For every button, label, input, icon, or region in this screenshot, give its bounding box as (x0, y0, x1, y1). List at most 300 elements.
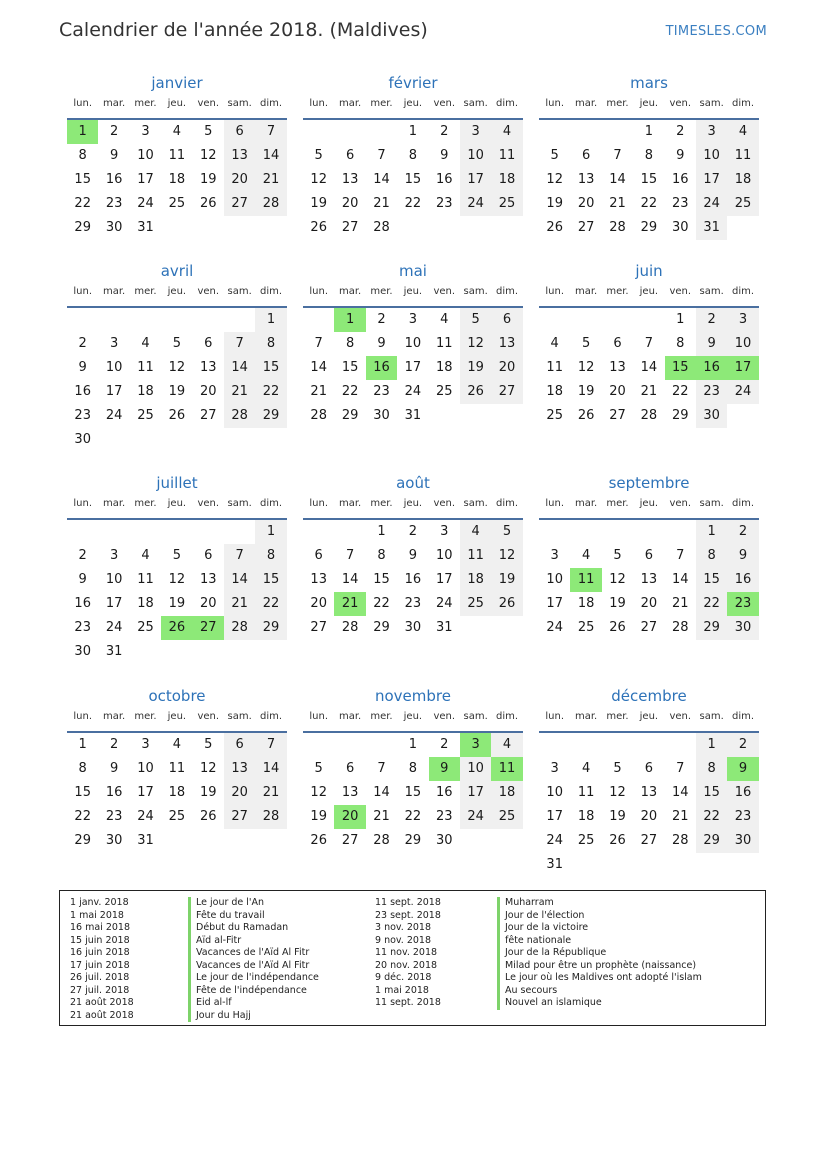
day-cell: 30 (727, 829, 758, 853)
empty-cell (334, 520, 365, 544)
legend-date: 26 juil. 2018 (70, 972, 130, 983)
day-cell: 24 (105, 408, 123, 423)
day-cell: 4 (550, 336, 559, 351)
empty-cell (491, 404, 522, 428)
empty-cell (491, 829, 522, 853)
day-cell: 20 (224, 168, 255, 192)
day-cell: 26 (199, 196, 217, 211)
day-cell: 21 (640, 384, 658, 399)
legend-date: 21 août 2018 (70, 997, 134, 1008)
day-cell: 13 (199, 572, 217, 587)
day-cell: 8 (345, 336, 355, 351)
day-cell: 2 (727, 520, 758, 544)
day-cell: 11 (435, 336, 453, 351)
weekday-label: mar. (574, 498, 598, 509)
weekday-label: ven. (197, 98, 220, 109)
weekday-label: sam. (227, 711, 252, 722)
weekday-label: ven. (669, 98, 692, 109)
empty-cell (161, 520, 192, 544)
legend-holiday-name: fête nationale (497, 935, 702, 948)
day-cell: 5 (613, 761, 622, 776)
legend-holiday-name: Le jour de l'indépendance (188, 972, 319, 985)
empty-cell (130, 520, 161, 544)
day-cell: 13 (640, 785, 658, 800)
day-cell: 8 (377, 548, 386, 563)
weekday-header (303, 494, 523, 520)
legend-date: 21 août 2018 (70, 1009, 134, 1021)
day-cell: 14 (255, 144, 286, 168)
legend-date: 17 juin 2018 (70, 959, 130, 971)
day-cell: 22 (373, 596, 390, 611)
week-row (539, 144, 759, 168)
day-cell: 30 (404, 620, 422, 635)
weekday-label: dim. (732, 711, 755, 722)
day-cell: 8 (78, 148, 87, 163)
day-cell: 21 (373, 196, 390, 211)
day-cell: 16 (74, 596, 91, 611)
weekday-label: lun. (309, 498, 329, 509)
empty-cell (130, 308, 161, 332)
day-cell: 7 (345, 548, 355, 563)
day-cell: 7 (377, 761, 386, 776)
weekday-label: jeu. (639, 286, 659, 297)
weekday-label: mer. (370, 498, 393, 509)
day-cell: 10 (696, 144, 727, 168)
empty-cell (696, 853, 727, 877)
day-cell: 3 (550, 548, 559, 563)
day-cell: 19 (577, 384, 595, 399)
weekday-label: dim. (496, 711, 519, 722)
day-cell: 9 (78, 572, 87, 587)
day-cell: 20 (310, 596, 327, 611)
week-row (303, 544, 523, 568)
day-cell: 9 (377, 336, 386, 351)
day-cell: 20 (609, 384, 626, 399)
legend-date: 11 sept. 2018 (375, 997, 441, 1008)
day-cell: 25 (577, 620, 595, 635)
day-cell: 15 (665, 356, 696, 380)
empty-cell (161, 308, 192, 332)
day-cell: 23 (373, 384, 390, 399)
day-cell: 3 (440, 524, 449, 539)
legend-right-names (497, 897, 702, 1010)
legend-holiday-name: Jour du Hajj (188, 1010, 319, 1023)
empty-cell (224, 308, 255, 332)
weekday-label: lun. (73, 98, 93, 109)
empty-cell (255, 829, 286, 853)
day-cell: 7 (676, 548, 685, 563)
empty-cell (193, 428, 224, 452)
day-cell: 2 (109, 124, 119, 139)
legend-holiday-name: Au secours (497, 985, 702, 998)
legend-holiday-name: Nouvel an islamique (497, 997, 702, 1010)
week-row (67, 332, 287, 356)
day-cell: 24 (460, 192, 491, 216)
day-cell: 12 (168, 572, 186, 587)
weekday-label: sam. (463, 98, 488, 109)
day-cell: 10 (727, 332, 758, 356)
weekday-label: jeu. (403, 98, 423, 109)
day-cell: 19 (168, 384, 186, 399)
week-row (539, 192, 759, 216)
legend-date: 1 janv. 2018 (70, 897, 129, 908)
day-cell: 18 (577, 809, 595, 824)
day-cell: 14 (224, 568, 255, 592)
week-row (539, 616, 759, 640)
week-row (67, 216, 287, 240)
weekday-header (67, 282, 287, 308)
weekday-label: dim. (732, 286, 755, 297)
empty-cell (255, 216, 286, 240)
day-cell: 18 (435, 360, 453, 375)
week-row (67, 168, 287, 192)
day-cell: 26 (310, 833, 327, 848)
day-cell: 6 (613, 336, 622, 351)
day-cell: 22 (255, 592, 286, 616)
day-cell: 1 (696, 520, 727, 544)
day-cell: 29 (74, 220, 91, 235)
day-cell: 10 (404, 336, 422, 351)
day-cell: 28 (341, 620, 359, 635)
day-cell: 14 (609, 172, 626, 187)
day-cell: 3 (727, 308, 758, 332)
empty-cell (491, 216, 522, 240)
empty-cell (460, 616, 491, 640)
day-cell: 6 (644, 761, 653, 776)
empty-cell (303, 120, 334, 144)
week-row (67, 829, 287, 853)
month-8 (539, 472, 759, 640)
day-cell: 17 (546, 809, 563, 824)
weekday-label: lun. (309, 98, 329, 109)
day-cell: 17 (137, 785, 154, 800)
week-row (303, 308, 523, 332)
day-cell: 1 (67, 120, 98, 144)
month-10 (303, 685, 523, 853)
day-cell: 27 (224, 805, 255, 829)
day-cell: 7 (676, 761, 685, 776)
day-cell: 27 (193, 616, 224, 640)
day-cell: 19 (310, 809, 327, 824)
weekday-label: dim. (260, 711, 283, 722)
week-row (303, 356, 523, 380)
day-cell: 10 (137, 761, 154, 776)
weekday-header (539, 94, 759, 120)
day-cell: 8 (255, 544, 286, 568)
month-name: mai (399, 262, 427, 280)
day-cell: 20 (199, 596, 217, 611)
day-cell: 28 (310, 408, 327, 423)
day-cell: 26 (609, 620, 626, 635)
day-cell: 6 (345, 148, 355, 163)
day-cell: 1 (255, 308, 286, 332)
day-cell: 16 (727, 781, 758, 805)
legend-holiday-name: Milad pour être un prophète (naissance) (497, 960, 702, 973)
legend-date: 23 sept. 2018 (375, 909, 441, 921)
day-cell: 3 (141, 124, 150, 139)
day-cell: 13 (224, 757, 255, 781)
day-cell: 26 (609, 833, 626, 848)
day-cell: 3 (550, 761, 559, 776)
empty-cell (570, 853, 601, 877)
day-cell: 18 (491, 781, 522, 805)
day-cell: 27 (341, 833, 359, 848)
legend-holiday-name: Eid al-lf (188, 997, 319, 1010)
day-cell: 8 (255, 332, 286, 356)
weekday-label: dim. (260, 286, 283, 297)
brand-link[interactable]: TIMESLES.COM (665, 24, 767, 39)
day-cell: 27 (199, 408, 217, 423)
empty-cell (602, 120, 633, 144)
day-cell: 23 (105, 809, 123, 824)
day-cell: 1 (644, 124, 653, 139)
week-row (539, 216, 759, 240)
empty-cell (193, 520, 224, 544)
day-cell: 5 (460, 308, 491, 332)
weekday-label: sam. (463, 711, 488, 722)
day-cell: 11 (577, 785, 595, 800)
day-cell: 6 (491, 308, 522, 332)
weekday-label: mer. (606, 498, 629, 509)
day-cell: 2 (78, 548, 87, 563)
day-cell: 18 (168, 172, 186, 187)
weekday-label: mer. (134, 711, 157, 722)
day-cell: 11 (546, 360, 563, 375)
day-cell: 5 (314, 148, 323, 163)
day-cell: 27 (577, 220, 595, 235)
day-cell: 8 (644, 148, 653, 163)
day-cell: 26 (546, 220, 563, 235)
empty-cell (161, 428, 192, 452)
day-cell: 5 (172, 336, 181, 351)
day-cell: 19 (168, 596, 186, 611)
weekday-label: dim. (260, 498, 283, 509)
day-cell: 12 (310, 172, 327, 187)
week-row (67, 380, 287, 404)
day-cell: 29 (255, 616, 286, 640)
day-cell: 17 (105, 384, 123, 399)
day-cell: 17 (105, 596, 123, 611)
month-2 (539, 72, 759, 240)
day-cell: 30 (74, 432, 91, 447)
day-cell: 25 (577, 833, 595, 848)
weekday-label: sam. (227, 98, 252, 109)
legend-date: 1 mai 2018 (375, 984, 429, 996)
empty-cell (460, 216, 491, 240)
day-cell: 28 (373, 220, 390, 235)
week-row (539, 781, 759, 805)
day-cell: 19 (491, 568, 522, 592)
weekday-label: mar. (338, 711, 362, 722)
weekday-label: jeu. (167, 286, 187, 297)
weekday-label: jeu. (167, 98, 187, 109)
week-row (539, 568, 759, 592)
week-row (303, 380, 523, 404)
day-cell: 13 (310, 572, 327, 587)
day-cell: 6 (224, 120, 255, 144)
month-name: juillet (156, 474, 198, 492)
weekday-label: sam. (699, 286, 724, 297)
legend-right-dates (375, 897, 441, 1010)
day-cell: 27 (640, 620, 658, 635)
day-cell: 10 (435, 548, 453, 563)
day-cell: 6 (224, 733, 255, 757)
weekday-label: sam. (227, 498, 252, 509)
day-cell: 13 (199, 360, 217, 375)
day-cell: 28 (671, 620, 689, 635)
day-cell: 6 (644, 548, 653, 563)
day-cell: 15 (373, 572, 390, 587)
day-cell: 11 (727, 144, 758, 168)
day-cell: 12 (577, 360, 595, 375)
day-cell: 8 (696, 544, 727, 568)
day-cell: 24 (137, 809, 154, 824)
day-cell: 23 (105, 196, 123, 211)
day-cell: 29 (671, 408, 689, 423)
day-cell: 3 (408, 312, 417, 327)
legend-holiday-name: Aïd al-Fitr (188, 935, 319, 948)
day-cell: 3 (696, 120, 727, 144)
week-row (539, 757, 759, 781)
day-cell: 4 (727, 120, 758, 144)
empty-cell (98, 520, 129, 544)
week-row (303, 757, 523, 781)
empty-cell (602, 733, 633, 757)
legend-date: 27 juil. 2018 (70, 984, 130, 996)
day-cell: 24 (546, 833, 563, 848)
day-cell: 21 (609, 196, 626, 211)
month-name: mars (630, 74, 668, 92)
weekday-label: lun. (545, 498, 565, 509)
day-cell: 6 (204, 336, 213, 351)
day-cell: 12 (310, 785, 327, 800)
day-cell: 27 (491, 380, 522, 404)
weekday-label: ven. (197, 711, 220, 722)
day-cell: 30 (671, 220, 689, 235)
day-cell: 15 (696, 568, 727, 592)
day-cell: 2 (676, 124, 685, 139)
day-cell: 21 (671, 596, 689, 611)
day-cell: 1 (408, 737, 417, 752)
empty-cell (130, 428, 161, 452)
empty-cell (193, 308, 224, 332)
day-cell: 13 (577, 172, 595, 187)
day-cell: 4 (460, 520, 491, 544)
day-cell: 20 (491, 356, 522, 380)
day-cell: 22 (404, 196, 422, 211)
day-cell: 2 (109, 737, 119, 752)
day-cell: 8 (676, 336, 685, 351)
day-cell: 30 (74, 644, 91, 659)
day-cell: 12 (168, 360, 186, 375)
empty-cell (161, 829, 192, 853)
day-cell: 25 (491, 805, 522, 829)
day-cell: 6 (314, 548, 323, 563)
day-cell: 17 (460, 781, 491, 805)
day-cell: 22 (404, 809, 422, 824)
empty-cell (193, 216, 224, 240)
empty-cell (665, 520, 696, 544)
day-cell: 12 (609, 785, 626, 800)
day-cell: 14 (310, 360, 327, 375)
week-row (67, 544, 287, 568)
day-cell: 16 (105, 172, 123, 187)
week-row (67, 757, 287, 781)
day-cell: 22 (640, 196, 658, 211)
empty-cell (602, 520, 633, 544)
legend-date: 9 déc. 2018 (375, 972, 432, 983)
day-cell: 14 (255, 757, 286, 781)
legend-date: 3 nov. 2018 (375, 922, 431, 933)
weekday-label: mar. (574, 711, 598, 722)
day-cell: 12 (199, 761, 217, 776)
weekday-header (539, 494, 759, 520)
day-cell: 31 (137, 833, 154, 848)
day-cell: 8 (408, 761, 417, 776)
day-cell: 21 (334, 592, 365, 616)
day-cell: 11 (137, 360, 154, 375)
day-cell: 6 (581, 148, 591, 163)
day-cell: 19 (609, 596, 626, 611)
weekday-header (67, 494, 287, 520)
day-cell: 7 (224, 544, 255, 568)
day-cell: 12 (491, 544, 522, 568)
weekday-label: lun. (309, 286, 329, 297)
weekday-label: ven. (197, 498, 220, 509)
day-cell: 9 (429, 757, 460, 781)
day-cell: 1 (377, 524, 386, 539)
week-row (67, 428, 287, 452)
day-cell: 7 (255, 733, 286, 757)
day-cell: 11 (491, 757, 522, 781)
day-cell: 24 (404, 384, 422, 399)
day-cell: 25 (435, 384, 453, 399)
empty-cell (334, 120, 365, 144)
day-cell: 17 (696, 168, 727, 192)
empty-cell (633, 733, 664, 757)
day-cell: 16 (435, 785, 453, 800)
legend-holiday-name: Fête du travail (188, 910, 319, 923)
weekday-label: mar. (102, 286, 126, 297)
week-row (303, 616, 523, 640)
day-cell: 23 (404, 596, 422, 611)
month-name: août (396, 474, 430, 492)
day-cell: 3 (141, 737, 150, 752)
day-cell: 16 (671, 172, 689, 187)
day-cell: 23 (696, 380, 727, 404)
day-cell: 4 (172, 124, 181, 139)
month-name: janvier (151, 74, 203, 92)
day-cell: 2 (696, 308, 727, 332)
day-cell: 13 (224, 144, 255, 168)
week-row (67, 308, 287, 332)
legend-holiday-name: Vacances de l'Aïd Al Fitr (188, 947, 319, 960)
legend-holiday-name: Le jour où les Maldives ont adopté l'islam (497, 972, 702, 985)
day-cell: 11 (137, 572, 154, 587)
day-cell: 29 (341, 408, 359, 423)
day-cell: 20 (224, 781, 255, 805)
legend-left-dates (70, 897, 134, 1022)
empty-cell (397, 216, 428, 240)
day-cell: 15 (255, 356, 286, 380)
legend-holiday-name: Jour de la République (497, 947, 702, 960)
week-row (539, 592, 759, 616)
day-cell: 5 (204, 124, 213, 139)
empty-cell (224, 520, 255, 544)
day-cell: 31 (404, 408, 422, 423)
day-cell: 13 (491, 332, 522, 356)
day-cell: 10 (460, 757, 491, 781)
